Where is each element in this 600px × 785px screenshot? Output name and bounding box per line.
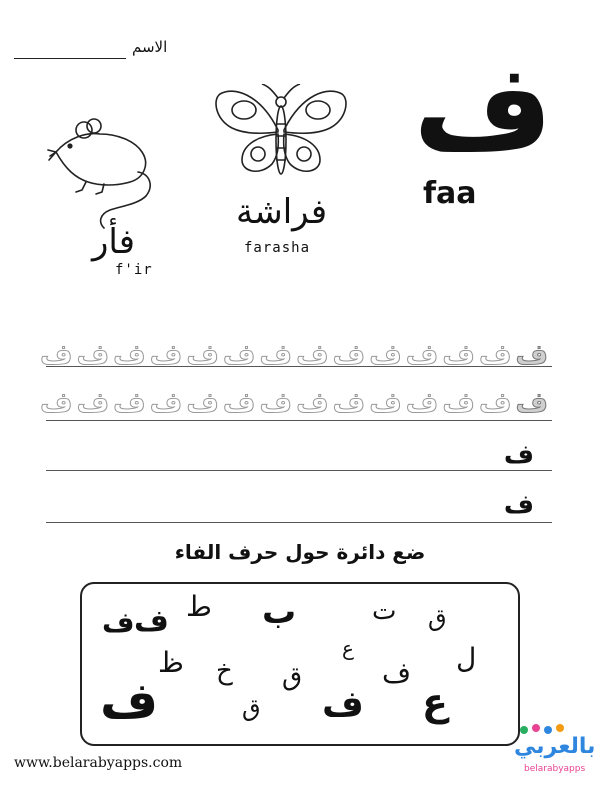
trace-letter-start[interactable]: ف xyxy=(515,386,549,419)
name-underline[interactable] xyxy=(14,58,126,59)
writing-line xyxy=(46,366,552,367)
trace-letter[interactable]: ف xyxy=(405,338,439,371)
writing-line xyxy=(46,420,552,421)
example-word-mouse: فأر xyxy=(92,222,136,262)
letter-transliteration: faa xyxy=(423,176,477,211)
trace-letter[interactable]: ف xyxy=(76,386,110,419)
brand-logo-text: بالعربي xyxy=(514,734,596,759)
brand-logo-subtext: belarabyapps xyxy=(524,764,586,774)
distractor-letter[interactable]: ل xyxy=(456,642,477,675)
trace-letter[interactable]: ف xyxy=(332,386,366,419)
writing-line[interactable] xyxy=(46,522,552,523)
trace-row-2[interactable] xyxy=(38,386,550,419)
example-transliteration-mouse: f'ir xyxy=(115,262,153,278)
trace-letter[interactable]: ف xyxy=(332,338,366,371)
distractor-letter[interactable]: ق xyxy=(282,662,303,692)
distractor-letter[interactable]: ع xyxy=(422,680,448,724)
model-letter: ف xyxy=(503,490,535,520)
circle-target-letter[interactable]: ف xyxy=(100,672,159,730)
circle-target-letter[interactable]: ف xyxy=(102,606,135,639)
distractor-letter[interactable]: ظ xyxy=(158,646,184,679)
trace-letter[interactable]: ف xyxy=(113,386,146,419)
butterfly-illustration xyxy=(212,84,350,188)
trace-letter[interactable]: ف xyxy=(222,338,256,371)
trace-letter[interactable]: ف xyxy=(149,338,183,371)
trace-letter[interactable]: ف xyxy=(296,338,329,371)
trace-letter[interactable]: ف xyxy=(186,338,219,371)
trace-letter[interactable]: ف xyxy=(296,386,329,419)
example-transliteration-butterfly: farasha xyxy=(244,240,311,256)
distractor-letter[interactable]: ع xyxy=(342,636,354,660)
writing-line[interactable] xyxy=(46,470,552,471)
circle-target-letter[interactable]: ف xyxy=(134,604,169,639)
example-word-butterfly: فراشة xyxy=(236,192,328,232)
circle-target-letter[interactable]: ف xyxy=(322,684,364,725)
distractor-letter[interactable]: ب xyxy=(262,592,297,632)
trace-letter[interactable]: ف xyxy=(113,338,146,371)
trace-letter[interactable]: ف xyxy=(259,338,293,371)
distractor-letter[interactable]: ق xyxy=(242,694,261,722)
trace-letter[interactable]: ف xyxy=(149,386,183,419)
trace-letter[interactable]: ف xyxy=(369,386,402,419)
trace-letter[interactable]: ف xyxy=(40,386,73,419)
trace-letter-start[interactable]: ف xyxy=(515,338,549,371)
trace-letter[interactable]: ف xyxy=(186,386,219,419)
trace-letter[interactable]: ف xyxy=(369,338,402,371)
trace-letter[interactable]: ف xyxy=(478,386,512,419)
trace-letter[interactable]: ف xyxy=(442,386,475,419)
trace-letter[interactable]: ف xyxy=(40,338,73,371)
featured-letter: ف xyxy=(413,39,553,178)
circle-target-letter[interactable]: ف xyxy=(382,656,412,689)
trace-letter[interactable]: ف xyxy=(405,386,439,419)
model-letter: ف xyxy=(503,440,535,470)
distractor-letter[interactable]: ط xyxy=(186,590,212,623)
trace-letter[interactable]: ف xyxy=(259,386,293,419)
trace-letter[interactable]: ف xyxy=(478,338,512,371)
distractor-letter[interactable]: ت xyxy=(372,596,397,626)
distractor-letter[interactable]: خ xyxy=(216,656,233,686)
activity-instruction: ضع دائرة حول حرف الفاء xyxy=(174,540,426,564)
name-label: الاسم xyxy=(132,38,168,56)
brand-logo xyxy=(510,722,596,778)
mouse-illustration xyxy=(46,112,162,232)
letter-circle-box xyxy=(80,582,520,746)
website-url[interactable]: www.belarabyapps.com xyxy=(14,755,183,771)
trace-letter[interactable]: ف xyxy=(222,386,256,419)
trace-letter[interactable]: ف xyxy=(76,338,110,371)
trace-letter[interactable]: ف xyxy=(442,338,475,371)
distractor-letter[interactable]: ق xyxy=(428,604,447,632)
